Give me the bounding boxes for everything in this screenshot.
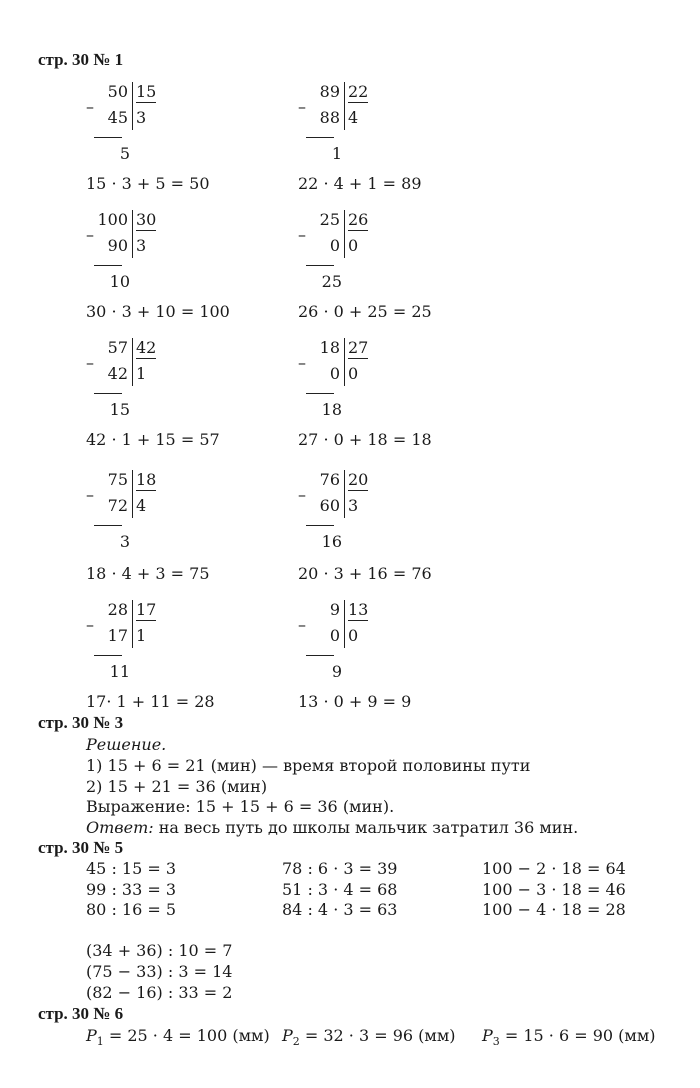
divisor-line <box>136 358 156 359</box>
division-bar <box>132 470 133 518</box>
divisor: 42 <box>136 338 157 357</box>
equation: 78 : 6 · 3 = 39 <box>282 859 398 878</box>
remainder: 18 <box>321 400 342 419</box>
divisor: 17 <box>136 600 157 619</box>
remainder: 1 <box>331 144 342 163</box>
division-block <box>86 338 216 418</box>
perimeter-index: 3 <box>492 1035 500 1049</box>
minus-sign: – <box>298 225 306 244</box>
remainder: 16 <box>321 532 342 551</box>
division-bar <box>344 470 345 518</box>
perimeter-symbol: P <box>282 1026 293 1045</box>
remainder-line <box>94 525 122 526</box>
subtrahend: 60 <box>319 496 340 515</box>
division-block <box>86 210 216 290</box>
check-equation: 20 · 3 + 16 = 76 <box>298 564 432 583</box>
minus-sign: – <box>298 485 306 504</box>
quotient: 3 <box>136 236 147 255</box>
divisor-line <box>348 230 368 231</box>
equation: 100 − 2 · 18 = 64 <box>482 859 626 878</box>
quotient: 1 <box>136 364 147 383</box>
divisor: 20 <box>348 470 369 489</box>
subtrahend: 45 <box>107 108 128 127</box>
quotient: 4 <box>136 496 147 515</box>
subtrahend: 72 <box>107 496 128 515</box>
solution-step-2: 2) 15 + 21 = 36 (мин) <box>86 777 268 796</box>
check-equation: 42 · 1 + 15 = 57 <box>86 430 220 449</box>
perimeter-symbol: P <box>482 1026 493 1045</box>
division-block <box>86 470 216 550</box>
divisor-line <box>348 490 368 491</box>
equation: 80 : 16 = 5 <box>86 900 177 919</box>
divisor-line <box>348 358 368 359</box>
check-equation: 15 · 3 + 5 = 50 <box>86 174 210 193</box>
division-block <box>86 82 216 162</box>
task3-header: стр. 30 № 3 <box>38 713 124 732</box>
division-bar <box>344 338 345 386</box>
remainder-line <box>94 655 122 656</box>
subtrahend: 0 <box>329 236 340 255</box>
dividend: 100 <box>97 210 128 229</box>
division-block <box>298 82 428 162</box>
remainder: 11 <box>109 662 130 681</box>
minus-sign: – <box>298 615 306 634</box>
remainder-line <box>306 525 334 526</box>
perimeter-1 <box>86 1026 270 1048</box>
perimeter-value: = 15 · 6 = 90 (мм) <box>499 1026 656 1045</box>
divisor-line <box>136 230 156 231</box>
divisor: 26 <box>348 210 369 229</box>
division-bar <box>132 338 133 386</box>
equation: 51 : 3 · 4 = 68 <box>282 880 398 899</box>
minus-sign: – <box>298 353 306 372</box>
divisor: 15 <box>136 82 157 101</box>
dividend: 57 <box>107 338 128 357</box>
equation: 84 : 4 · 3 = 63 <box>282 900 398 919</box>
perimeter-3 <box>482 1026 656 1048</box>
perimeter-index: 1 <box>96 1035 104 1049</box>
divisor-line <box>136 490 156 491</box>
quotient: 1 <box>136 626 147 645</box>
division-bar <box>344 82 345 130</box>
equation: 45 : 15 = 3 <box>86 859 177 878</box>
task5-header: стр. 30 № 5 <box>38 838 124 857</box>
dividend: 89 <box>319 82 340 101</box>
equation: 100 − 3 · 18 = 46 <box>482 880 626 899</box>
divisor-line <box>136 620 156 621</box>
minus-sign: – <box>86 485 94 504</box>
remainder-line <box>94 265 122 266</box>
subtrahend: 17 <box>107 626 128 645</box>
divisor-line <box>136 102 156 103</box>
remainder: 10 <box>109 272 130 291</box>
solution-label: Решение. <box>86 735 167 754</box>
division-bar <box>132 600 133 648</box>
subtrahend: 42 <box>107 364 128 383</box>
check-equation: 18 · 4 + 3 = 75 <box>86 564 210 583</box>
answer-text: на весь путь до школы мальчик затратил 36 мин. <box>153 818 579 837</box>
divisor: 30 <box>136 210 157 229</box>
divisor: 27 <box>348 338 369 357</box>
quotient: 4 <box>348 108 359 127</box>
quotient: 0 <box>348 364 359 383</box>
remainder-line <box>306 655 334 656</box>
subtrahend: 90 <box>107 236 128 255</box>
division-block <box>298 338 428 418</box>
equation: (82 − 16) : 33 = 2 <box>86 983 233 1002</box>
dividend: 50 <box>107 82 128 101</box>
dividend: 18 <box>319 338 340 357</box>
remainder: 15 <box>109 400 130 419</box>
division-bar <box>132 82 133 130</box>
quotient: 3 <box>348 496 359 515</box>
perimeter-2 <box>282 1026 456 1048</box>
check-equation: 26 · 0 + 25 = 25 <box>298 302 432 321</box>
remainder: 25 <box>321 272 342 291</box>
divisor-line <box>348 620 368 621</box>
remainder-line <box>306 137 334 138</box>
perimeter-symbol: P <box>86 1026 97 1045</box>
dividend: 76 <box>319 470 340 489</box>
division-block <box>298 210 428 290</box>
equation: (34 + 36) : 10 = 7 <box>86 941 233 960</box>
minus-sign: – <box>86 615 94 634</box>
check-equation: 27 · 0 + 18 = 18 <box>298 430 432 449</box>
perimeter-index: 2 <box>292 1035 300 1049</box>
quotient: 3 <box>136 108 147 127</box>
remainder-line <box>94 393 122 394</box>
divisor-line <box>348 102 368 103</box>
remainder: 9 <box>331 662 342 681</box>
remainder-line <box>306 393 334 394</box>
minus-sign: – <box>86 97 94 116</box>
remainder-line <box>306 265 334 266</box>
answer-line <box>86 818 578 837</box>
check-equation: 13 · 0 + 9 = 9 <box>298 692 412 711</box>
task6-header: стр. 30 № 6 <box>38 1004 124 1023</box>
division-block <box>298 600 428 680</box>
expression-line: Выражение: 15 + 15 + 6 = 36 (мин). <box>86 797 395 816</box>
remainder: 3 <box>119 532 130 551</box>
subtrahend: 88 <box>319 108 340 127</box>
solution-step-1: 1) 15 + 6 = 21 (мин) — время второй половины пути <box>86 756 531 775</box>
dividend: 9 <box>329 600 340 619</box>
equation: (75 − 33) : 3 = 14 <box>86 962 233 981</box>
minus-sign: – <box>86 353 94 372</box>
perimeter-value: = 25 · 4 = 100 (мм) <box>103 1026 270 1045</box>
subtrahend: 0 <box>329 626 340 645</box>
answer-label: Ответ: <box>86 818 154 837</box>
minus-sign: – <box>86 225 94 244</box>
remainder-line <box>94 137 122 138</box>
equation: 100 − 4 · 18 = 28 <box>482 900 626 919</box>
division-bar <box>344 210 345 258</box>
quotient: 0 <box>348 236 359 255</box>
division-block <box>298 470 428 550</box>
check-equation: 22 · 4 + 1 = 89 <box>298 174 422 193</box>
divisor: 13 <box>348 600 369 619</box>
division-block <box>86 600 216 680</box>
check-equation: 30 · 3 + 10 = 100 <box>86 302 230 321</box>
dividend: 75 <box>107 470 128 489</box>
divisor: 18 <box>136 470 157 489</box>
task1-header: стр. 30 № 1 <box>38 50 124 69</box>
divisor: 22 <box>348 82 369 101</box>
quotient: 0 <box>348 626 359 645</box>
equation: 99 : 33 = 3 <box>86 880 177 899</box>
dividend: 28 <box>107 600 128 619</box>
division-bar <box>132 210 133 258</box>
check-equation: 17· 1 + 11 = 28 <box>86 692 215 711</box>
subtrahend: 0 <box>329 364 340 383</box>
dividend: 25 <box>319 210 340 229</box>
minus-sign: – <box>298 97 306 116</box>
division-bar <box>344 600 345 648</box>
perimeter-value: = 32 · 3 = 96 (мм) <box>299 1026 456 1045</box>
remainder: 5 <box>119 144 130 163</box>
